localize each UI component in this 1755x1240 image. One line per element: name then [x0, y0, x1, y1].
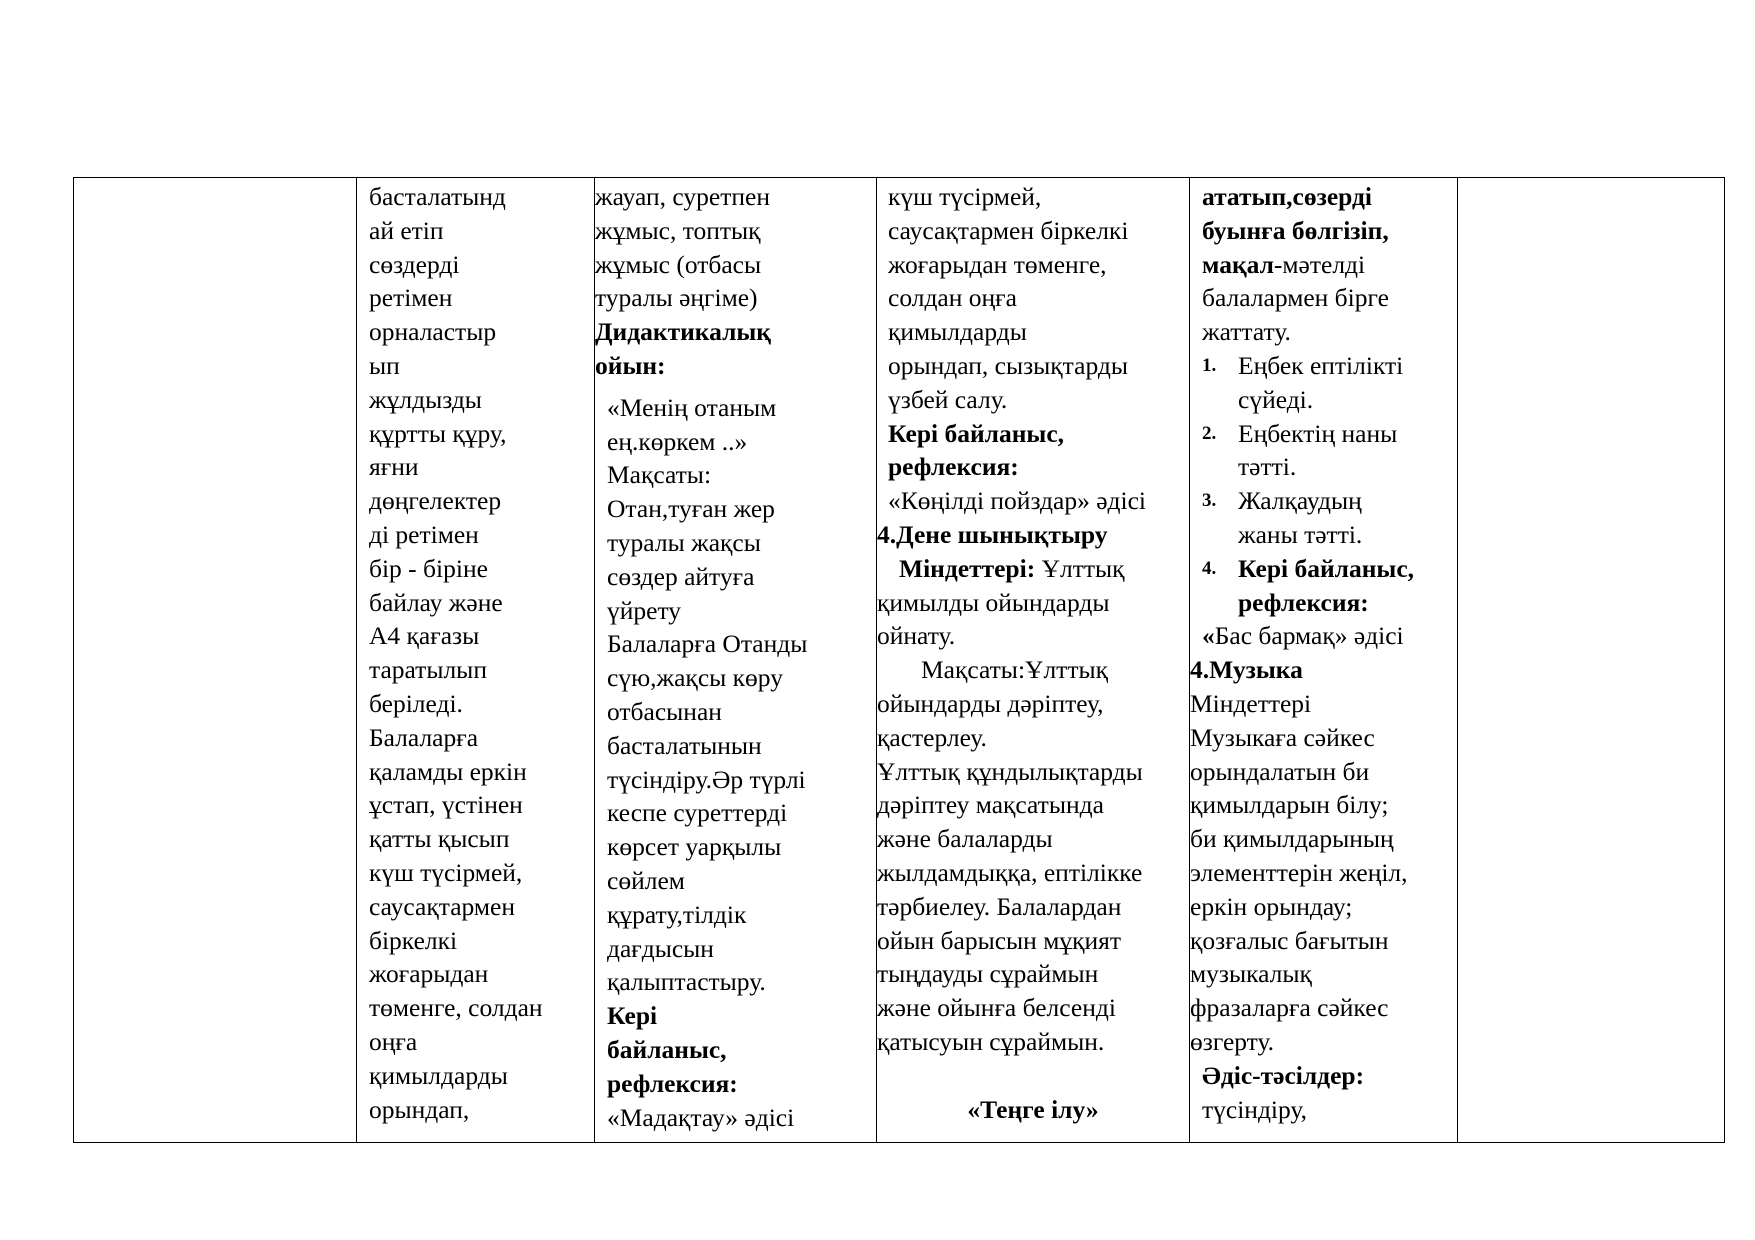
cell-column-4	[877, 178, 1190, 1143]
heading-line: рефлексия:	[607, 1068, 738, 1098]
text-line: ойындарды дәріптеу,	[877, 688, 1104, 718]
text-line: элементтерін жеңіл,	[1190, 857, 1408, 887]
text-line: яғни	[369, 452, 419, 482]
text-line: орындалатын би	[1190, 756, 1370, 786]
methods-first: түсіндіру,	[1202, 1094, 1307, 1124]
list-item	[1190, 552, 1457, 620]
list-number: 3.	[1202, 490, 1217, 512]
lesson-plan-table	[73, 177, 1725, 1143]
empty-cell-right	[1458, 178, 1725, 1143]
text-line: және балаларды	[877, 824, 1053, 854]
text-line: отбасынан	[607, 696, 722, 726]
proverb-rest: -мәтелді	[1273, 249, 1366, 279]
proverb-line	[1190, 248, 1457, 282]
text-line: Балаларға Отанды	[607, 629, 808, 659]
table-row	[74, 178, 1725, 1143]
text-line: басталатынын	[607, 730, 762, 760]
list-number: 2.	[1202, 422, 1217, 444]
text-line: түсіндіру.Әр түрлі	[607, 764, 806, 794]
text-line: жұмыс (отбасы	[595, 249, 762, 279]
text-line: жұлдызды	[369, 384, 482, 414]
text-line: қимылды ойындарды	[877, 587, 1110, 617]
text-line: құрату,тілдік	[607, 899, 747, 929]
column-2-text	[357, 178, 594, 1126]
text-line: қалыптастыру.	[607, 967, 766, 997]
music-title: 4.Музыка	[1190, 655, 1303, 685]
text-line: би қимылдарының	[1190, 824, 1394, 854]
text-line: жоғарыдан төменге,	[888, 249, 1107, 279]
heading-line: Кері	[607, 1001, 658, 1031]
didactic-game-heading	[595, 315, 876, 383]
text-line: балалармен бірге	[1202, 283, 1389, 313]
text-line: жоғарыдан	[369, 959, 489, 989]
empty-cell-left	[74, 178, 357, 1143]
text-line: бір - біріне	[369, 553, 488, 583]
text-line: ып	[369, 350, 400, 380]
text-line: дағдысын	[607, 933, 714, 963]
list-item	[1190, 417, 1457, 485]
text-line: ұстап, үстінен	[369, 790, 523, 820]
feedback-method: «Көңілді пойздар» әдісі	[888, 486, 1147, 516]
text-line: төменге, солдан	[369, 993, 543, 1023]
text-line: басталатынд	[369, 182, 506, 211]
list-item-text: Еңбектің наны	[1238, 418, 1398, 448]
text-line: ді ретімен	[369, 519, 479, 549]
heading-line: ататып,сөзерді	[1202, 182, 1372, 211]
methods-heading: Әдіс-тәсілдер:	[1202, 1060, 1365, 1090]
text-line: еркін орындау;	[1190, 891, 1353, 921]
text-line: күш түсірмей,	[888, 182, 1042, 211]
method-line	[1190, 619, 1457, 653]
text-line: орындап, сызықтарды	[888, 350, 1128, 380]
list-item-text: Жалқаудың	[1238, 486, 1362, 516]
game-title: «Теңге ілу»	[967, 1094, 1099, 1124]
column-5-bold-intro	[1190, 180, 1457, 248]
text-line: А4 қағазы	[369, 621, 480, 651]
tasks-label: Міндеттері:	[899, 553, 1036, 583]
text-line: жылдамдыққа, ептілікке	[877, 857, 1143, 887]
list-item-text: сүйеді.	[1238, 384, 1314, 414]
text-line: Отан,туған жер	[607, 494, 775, 524]
text-line: орындап,	[369, 1094, 470, 1124]
text-line: қимылдарды	[369, 1060, 508, 1090]
proverb-list	[1190, 349, 1457, 619]
tasks-text: Ұлттық	[1035, 553, 1125, 583]
text-line: сөйлем	[607, 865, 685, 895]
column-3-text	[595, 178, 876, 1134]
text-line: қатты қысып	[369, 824, 510, 854]
text-line: ең.көркем ..»	[607, 426, 748, 456]
text-line: фразаларға сәйкес	[1190, 993, 1389, 1023]
text-line: үзбей салу.	[888, 384, 1008, 414]
text-line: таратылып	[369, 655, 487, 685]
text-line: күш түсірмей,	[369, 857, 523, 887]
heading-line: Дидактикалық	[595, 317, 771, 347]
text-line: сүю,жақсы көру	[607, 663, 783, 693]
heading-line: Кері байланыс,	[888, 418, 1065, 448]
column-4-text	[877, 178, 1189, 1126]
feedback-method: «Мадақтау» әдісі	[607, 1102, 795, 1132]
cell-column-5	[1190, 178, 1458, 1143]
text-line: ойнату.	[877, 621, 956, 651]
text-line: қимылдарын білу;	[1190, 790, 1389, 820]
list-item-text: Еңбек ептілікті	[1238, 350, 1404, 380]
cell-column-2	[357, 178, 595, 1143]
text-line: саусақтармен	[369, 891, 515, 921]
goal-line: Мақсаты:Ұлттық	[921, 655, 1108, 685]
text-line: ай етіп	[369, 215, 444, 245]
list-number: 4.	[1202, 557, 1217, 579]
text-line: ойын барысын мұқият	[877, 925, 1121, 955]
text-line: қимылдарды	[888, 317, 1027, 347]
text-line: ретімен	[369, 283, 453, 313]
list-item-text: рефлексия:	[1238, 587, 1369, 617]
text-line: жұмыс, топтық	[595, 215, 761, 245]
column-5-intro-rest	[1190, 281, 1457, 349]
text-line: үйрету	[607, 595, 682, 625]
text-line: туралы жақсы	[607, 527, 761, 557]
list-item	[1190, 349, 1457, 417]
cell-column-3	[595, 178, 877, 1143]
list-item	[1190, 484, 1457, 552]
text-line: Балаларға	[369, 722, 479, 752]
text-line: сөздерді	[369, 249, 460, 279]
column-3-intro	[595, 180, 876, 315]
heading-line: ойын:	[595, 350, 666, 380]
text-line: қастерлеу.	[877, 722, 987, 752]
text-line: қаламды еркін	[369, 756, 527, 786]
method-quote: «	[1202, 621, 1215, 651]
proverb-word: мақал	[1202, 249, 1274, 279]
method-rest: Бас бармақ» әдісі	[1214, 621, 1404, 651]
text-line: қозғалыс бағытын	[1190, 925, 1389, 955]
text-line: солдан оңға	[888, 283, 1017, 313]
text-line: туралы әңгіме)	[595, 283, 758, 313]
text-line: өзгерту.	[1190, 1026, 1275, 1056]
text-line: музыкалық	[1190, 959, 1312, 989]
tasks-line	[877, 552, 1189, 586]
column-4-intro	[877, 180, 1189, 417]
text-line: біркелкі	[369, 925, 458, 955]
didactic-game-body	[595, 391, 876, 999]
heading-line: буынға бөлгізіп,	[1202, 215, 1389, 245]
text-line: және ойынға белсенді	[877, 993, 1116, 1023]
text-line: жауап, суретпен	[595, 182, 770, 211]
music-tasks	[1190, 687, 1457, 1059]
list-number: 1.	[1202, 354, 1217, 376]
list-item-text: Кері байланыс,	[1238, 553, 1415, 583]
heading-line: байланыс,	[607, 1034, 727, 1064]
text-line: сөздер айтуға	[607, 561, 755, 591]
text-line: Міндеттері	[1190, 688, 1312, 718]
text-line: Мақсаты:	[607, 460, 712, 490]
text-line: тыңдауды сұраймын	[877, 959, 1099, 989]
tasks-rest	[877, 586, 1189, 654]
text-line: Музыкаға сәйкес	[1190, 722, 1375, 752]
column-5-text	[1190, 178, 1457, 1126]
text-line: қатысуын сұраймын.	[877, 1026, 1105, 1056]
physical-education-title: 4.Дене шынықтыру	[877, 519, 1108, 549]
text-line: дөңгелектер	[369, 486, 502, 516]
text-line: құртты құру,	[369, 418, 507, 448]
feedback-heading	[877, 417, 1189, 485]
list-item-text: тәтті.	[1238, 452, 1297, 482]
text-line: көрсет уарқылы	[607, 832, 782, 862]
text-line: саусақтармен біркелкі	[888, 215, 1129, 245]
text-line: беріледі.	[369, 688, 463, 718]
list-item-text: жаны тәтті.	[1238, 519, 1363, 549]
feedback-heading	[595, 999, 876, 1100]
text-line: дәріптеу мақсатында	[877, 790, 1104, 820]
text-line: «Менің отаным	[607, 392, 777, 422]
text-line: оңға	[369, 1026, 418, 1056]
text-line: тәрбиелеу. Балалардан	[877, 891, 1122, 921]
text-line: жаттату.	[1202, 317, 1291, 347]
goal-rest	[877, 687, 1189, 1059]
text-line: кеспе суреттерді	[607, 798, 788, 828]
text-line: Ұлттық құндылықтарды	[877, 756, 1143, 786]
heading-line: рефлексия:	[888, 452, 1019, 482]
text-line: байлау және	[369, 587, 503, 617]
text-line: орналастыр	[369, 317, 497, 347]
